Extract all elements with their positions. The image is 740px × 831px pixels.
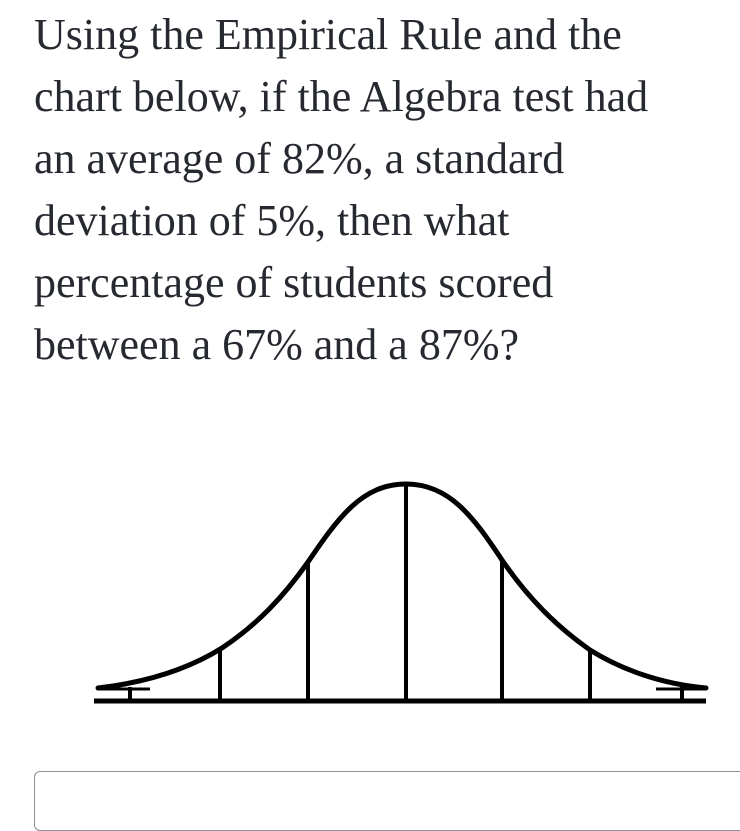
- question-line: chart below, if the Algebra test had: [34, 72, 649, 121]
- bell-curve-diagram: [0, 440, 740, 730]
- question-line: an average of 82%, a standard: [34, 134, 565, 183]
- answer-input-box[interactable]: [34, 771, 740, 831]
- question-line: between a 67% and a 87%?: [34, 320, 520, 369]
- normal-distribution-figure: [0, 440, 740, 730]
- question-line: deviation of 5%, then what: [34, 196, 510, 245]
- question-line: Using the Empirical Rule and the: [34, 10, 622, 59]
- question-line: percentage of students scored: [34, 258, 554, 307]
- bell-curve: [98, 484, 706, 688]
- question-text: [34, 4, 734, 376]
